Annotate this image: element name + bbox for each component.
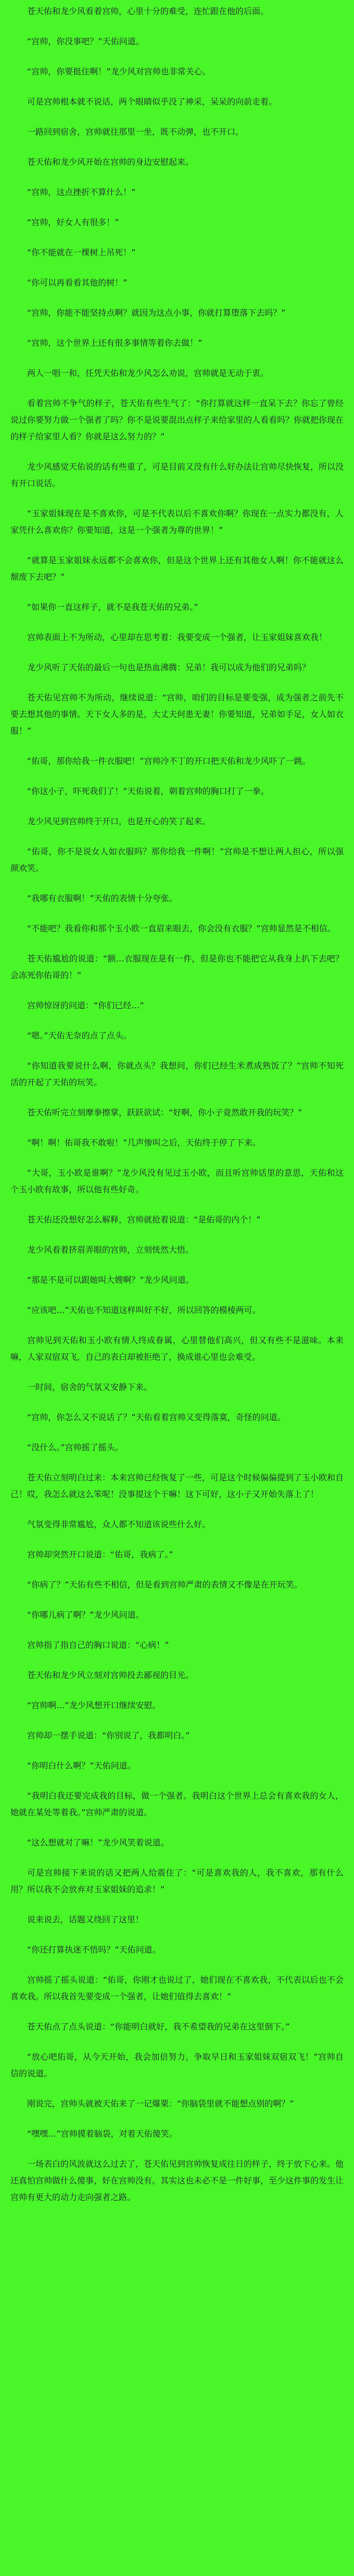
paragraph: 气氛变得非常尴尬，众人都不知道该说些什么好。: [27, 1519, 211, 1529]
paragraph: “如果你一直这样子，就不是我苍天佑的兄弟。”: [27, 602, 198, 612]
paragraph: 龙少风感觉天佑说的话有些重了，可是目前又没有什么好办法让宫帅尽快恢复，所以没有开口说话。: [10, 462, 344, 488]
paragraph: “你可以再看看其他的树！”: [27, 278, 128, 288]
paragraph: 苍天佑立刻明白过来：本来宫帅已经恢复了一些，可是这个时候偏偏提到了玉小欧和自己！哎，我怎么就这么笨呢！没事提这个干嘛！这下可好，这小子又开始失落上了！: [10, 1473, 344, 1499]
paragraph: 苍天佑尴尬的说道：“额…衣服现在是有一件，但是你也不能把它从我身上扒下去吧？会冻死你佑哥的！”: [10, 954, 344, 980]
paragraph: “嘿嘿…”宫帅摸着脑袋，对着天佑傻笑。: [27, 2129, 178, 2139]
paragraph: “就算是玉家姐妹永远都不会喜欢你，但是这个世界上还有其他女人啊！你不能就这么颓废下去吧？”: [10, 555, 344, 582]
paragraph: “没什么。”宫帅摇了摇头。: [27, 1442, 123, 1452]
paragraph: 龙少风听了天佑的最后一句也是热血沸腾：兄弟！我可以成为他们的兄弟吗？: [27, 662, 311, 672]
paragraph: 宫帅惊讶的问道：“你们已经…”: [27, 1000, 144, 1010]
paragraph: 苍天佑还没想好怎么解释，宫帅就抢着说道：“是佑哥的内个！”: [27, 1215, 261, 1225]
paragraph: 苍天佑点了点头说道：“你能明白就好，我不希望我的兄弟在这里倒下。”: [27, 2022, 290, 2032]
paragraph: 苍天佑听完立刻摩拳擦掌，跃跃欲试：“好啊，你小子竟然敢开我的玩笑？”: [27, 1108, 302, 1117]
paragraph: 可是宫帅根本就不说话，两个眼睛似乎没了神采，呆呆的向前走着。: [27, 97, 277, 107]
paragraph: 宫帅却突然开口说道：“佑哥，我病了。”: [27, 1550, 173, 1559]
paragraph: “宫帅，你要挺住啊！”龙少风对宫帅也非常关心。: [27, 67, 211, 76]
paragraph: 龙少风见到宫帅终于开口，也是开心的笑了起来。: [27, 816, 211, 826]
paragraph: “我明白我还要完成我的目标，做一个强者。我明白这个世界上总会有喜欢我的女人，她就在某处等着我。”宫帅严肃的说道。: [10, 1791, 344, 1817]
paragraph: “你知道我要说什么啊，你就点头？我想问，你们已经生米煮成熟饭了？”宫帅不知死活的开起了天佑的玩笑。: [10, 1061, 344, 1087]
paragraph: “那是不是可以跟她叫大嫂啊？”龙少风问道。: [27, 1275, 194, 1285]
paragraph: 一场表白的风波就这么过去了，苍天佑见到宫帅恢复成往日的样子，终于放下心来。他还真怕宫帅做什么傻事，好在宫帅没有。其实这也未必不是一件好事，至少这件事的发生让宫帅有更大的动力走向强者之路。: [10, 2159, 344, 2202]
paragraph: “佑哥，你不是说女人如衣服吗？那你给我一件啊！”宫帅是不想让两人担心，所以强颜欢笑。: [10, 847, 344, 873]
paragraph: 一路回到宿舍，宫帅就往那里一坐，既不动弹，也不开口。: [27, 127, 244, 137]
paragraph: 两人一唱一和，任凭天佑和龙少风怎么劝说，宫帅就是无动于衷。: [27, 368, 269, 378]
paragraph: “宫帅，你能不能坚持点啊？就因为这点小事，你就打算堕落下去吗？”: [27, 308, 286, 318]
paragraph: “宫帅，好女人有很多！”: [27, 217, 119, 227]
paragraph: “你明白什么啊？”天佑问道。: [27, 1761, 136, 1771]
paragraph: 宫帅却一摆手说道：“你别说了，我都明白。”: [27, 1731, 190, 1740]
paragraph: “你病了？”天佑有些不相信，但是看到宫帅严肃的表情又不像是在开玩笑。: [27, 1580, 302, 1590]
paragraph: “宫帅，你没事吧？”天佑问道。: [27, 36, 144, 46]
paragraph: 龙少风看着挤眉弄眼的宫帅，立刻恍然大悟。: [27, 1245, 194, 1255]
paragraph: 苍天佑和龙少风开始在宫帅的身边安慰起来。: [27, 157, 194, 167]
paragraph: “我哪有衣服啊！”天佑的表情十分夸张。: [27, 893, 178, 903]
paragraph: “宫帅，这点挫折不算什么！”: [27, 187, 136, 197]
paragraph: “啊！啊！佑哥我不敢啦！”几声惨叫之后，天佑终于停了下来。: [27, 1138, 261, 1148]
paragraph: 可是宫帅接下来说的话又把两人给震住了：“可是喜欢我的人，我不喜欢，那有什么用？所以我不会放弃对玉家姐妹的追求！”: [10, 1868, 344, 1894]
paragraph: “这么想就对了嘛！”龙少风笑着说道。: [27, 1838, 169, 1848]
paragraph: 宫帅指了指自己的胸口说道：“心病！”: [27, 1640, 169, 1650]
paragraph: “放心吧佑哥，从今天开始，我会加倍努力，争取早日和玉家姐妹双宿双飞！”宫帅自信的说道。: [10, 2052, 344, 2078]
paragraph: 说来说去，话题又绕回了这里！: [27, 1915, 144, 1924]
paragraph: 看着宫帅不争气的样子，苍天佑有些生气了：“你打算就这样一直呆下去？你忘了曾经说过你要努力做一个强者了吗？你不是说要混出点样子来给家里的人看看吗？你就把你现在的样子给家里人看？你就是这么努力的？”: [10, 398, 344, 441]
paragraph: 一时间，宿舍的气氛又安静下来。: [27, 1382, 153, 1392]
paragraph: “佑哥，那你给我一件衣服吧！”宫帅冷不丁的开口把天佑和龙少风吓了一跳。: [27, 756, 311, 766]
paragraph: “你这小子，吓死我们了！”天佑说着，朝着宫帅的胸口打了一拳。: [27, 786, 269, 796]
paragraph: “宫帅啊…”龙少风想开口继续安慰。: [27, 1700, 161, 1710]
paragraph: “你哪儿病了啊？”龙少风问道。: [27, 1610, 144, 1620]
paragraph: 宫帅表面上不为所动，心里却在思考着：我要变成一个强者，让玉家姐妹喜欢我！: [27, 632, 327, 642]
paragraph: 刚说完，宫帅头就被天佑来了一记爆栗：“你脑袋里就不能想点别的啊？”: [27, 2099, 294, 2109]
paragraph: “宫帅，这个世界上还有很多事情等着你去做！”: [27, 338, 203, 348]
paragraph: “玉家姐妹现在是不喜欢你，可是不代表以后不喜欢你啊？你现在一点实力都没有，人家凭什么喜欢你？你要知道，这是一个强者为尊的世界！”: [10, 509, 344, 535]
paragraph: “大哥，玉小欧是谁啊？”龙少风没有见过玉小欧，而且听宫帅话里的意思，天佑和这个玉小欧有故事，所以他有些好奇。: [10, 1168, 344, 1194]
paragraph: “应该吧…”天佑也不知道这样叫好不好，所以回答的模棱两可。: [27, 1305, 261, 1315]
paragraph: 苍天佑和龙少风立刻对宫帅投去鄙视的目光。: [27, 1670, 194, 1680]
paragraph: “嗯。”天佑无奈的点了点头。: [27, 1031, 132, 1040]
paragraph: 宫帅摇了摇头说道：“佑哥，你刚才也说过了，她们现在不喜欢我，不代表以后也不会喜欢我。所以我首先要变成一个强者，让她们值得去喜欢！”: [10, 1975, 344, 2001]
paragraph: 宫帅见到天佑和玉小欧有情人终成眷属，心里替他们高兴，但又有些不是滋味。本来嘛，人家双宿双飞，自己的表白却被拒绝了，换成谁心里也会难受。: [10, 1335, 344, 1362]
paragraph: 苍天佑见宫帅不为所动，继续说道：“宫帅，咱们的目标是要变强，成为强者之前先不要去想其他的事情。天下女人多的是，大丈夫何患无妻！你要知道，兄弟如手足，女人如衣服！”: [10, 693, 344, 736]
paragraph: “你不能就在一棵树上吊死！”: [27, 248, 136, 257]
paragraph: “不能吧？我看你和那个玉小欧一直眉来眼去，你会没有衣服？”宫帅显然是不相信。: [27, 923, 336, 933]
paragraph: 苍天佑和龙少风看着宫帅，心里十分的难受，连忙跟在他的后面。: [27, 6, 269, 16]
paragraph: “宫帅，你怎么又不说话了？”天佑看着宫帅又变得落寞，奇怪的问道。: [27, 1412, 286, 1422]
novel-text: [10, 3, 344, 2206]
paragraph: “你还打算执迷不悟吗？”天佑问道。: [27, 1945, 161, 1955]
